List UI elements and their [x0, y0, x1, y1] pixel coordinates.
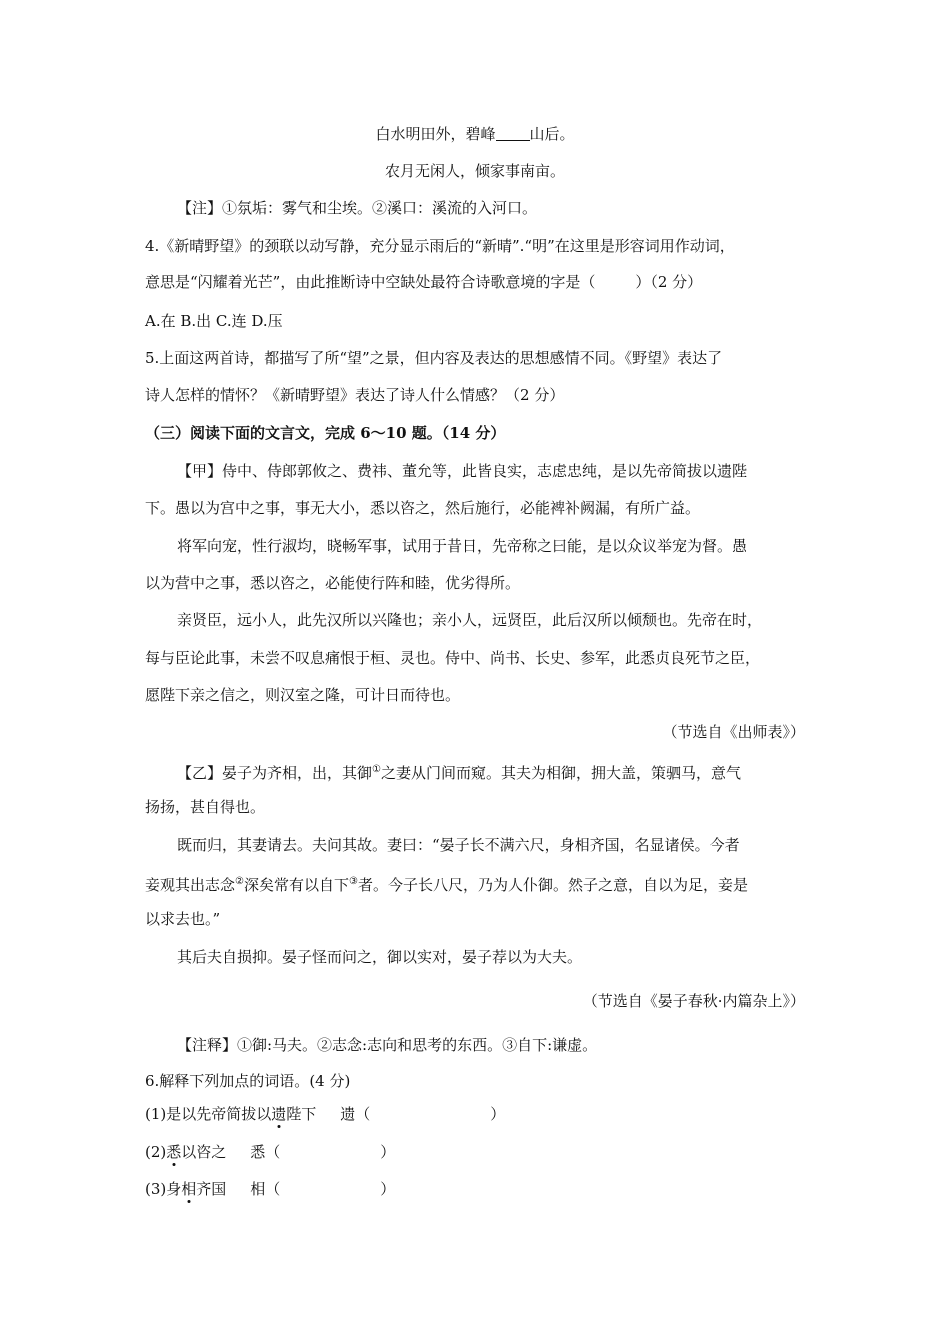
poem-note: 【注】①氛垢：雾气和尘埃。②溪口：溪流的入河口。	[177, 199, 538, 217]
q6-item-3-pre: (3)身	[145, 1180, 182, 1198]
yi-p2-line-1: 既而归，其妻请去。夫问其故。妻曰：“晏子长不满六尺，身相齐国，名显诸侯。今者	[177, 836, 740, 854]
yi-p1-line-2: 扬扬，甚自得也。	[145, 798, 266, 816]
q6-item-1	[145, 1104, 505, 1124]
jia-p3-line-2: 每与臣论此事，未尝不叹息痛恨于桓、灵也。侍中、尚书、长史、参军，此悉贞良死节之臣，	[145, 649, 761, 667]
q6-item-3-close: ）	[380, 1180, 396, 1198]
jia-p1-line-2: 下。愚以为宫中之事，事无大小，悉以咨之，然后施行，必能裨补阙漏，有所广益。	[145, 499, 701, 517]
yi-p3: 其后夫自损抑。晏子怪而问之，御以实对，晏子荐以为大夫。	[177, 948, 583, 966]
q4-line-1: 4.《新晴野望》的颈联以动写静，充分显示雨后的“新晴”.“明”在这里是形容词用作动词，	[145, 237, 735, 255]
q6-item-2-close: ）	[380, 1143, 396, 1161]
fill-in-blank	[496, 126, 530, 141]
section-3-heading: （三）阅读下面的文言文，完成 6～10 题。（14 分）	[145, 424, 506, 442]
yi-p2-line-2	[145, 872, 748, 895]
q6-item-2-answer-label: 悉（	[250, 1143, 281, 1161]
footnote-mark-2: ②	[235, 876, 244, 887]
jia-p3-line-3: 愿陛下亲之信之，则汉室之隆，可计日而待也。	[145, 686, 461, 704]
emphasis-dot-char: 相	[181, 1180, 197, 1198]
yi-p2-line-2-part-1: 妾观其出志念	[145, 876, 236, 894]
jia-p3-line-1: 亲贤臣，远小人，此先汉所以兴隆也；亲小人，远贤臣，此后汉所以倾颓也。先帝在时，	[177, 611, 763, 629]
q6-item-2-pre: (2)	[145, 1143, 167, 1161]
yi-p1-line-1-part-2: 之妻从门间而窥。其夫为相御，拥大盖，策驷马，意气	[380, 764, 741, 782]
footnote-mark-3: ③	[349, 876, 358, 887]
yi-note: 【注释】①御:马夫。②志念:志向和思考的东西。③自下:谦虚。	[177, 1036, 598, 1054]
yi-source: （节选自《晏子春秋·内篇杂上》）	[582, 992, 805, 1010]
emphasis-dot-char: 遗	[271, 1105, 287, 1123]
footnote-mark-1: ①	[372, 764, 381, 775]
yi-p1-line-1	[177, 760, 741, 783]
poem-line-2: 农月无闲人，倾家事南亩。	[384, 162, 565, 180]
q4-line-2	[145, 272, 702, 292]
q6-item-2	[145, 1142, 395, 1162]
jia-source: （节选自《出师表》）	[662, 723, 805, 741]
poem-line-1-part-b: 山后。	[529, 125, 575, 143]
yi-p2-line-3: 以求去也。”	[145, 910, 221, 928]
poem-line-1	[0, 124, 950, 144]
q6-item-3-post: 齐国	[196, 1180, 227, 1198]
jia-p2-line-1: 将军向宠，性行淑均，晓畅军事，试用于昔日，先帝称之曰能，是以众议举宠为督。愚	[177, 537, 748, 555]
jia-p2-line-2: 以为营中之事，悉以咨之，必能使行阵和睦，优劣得所。	[145, 574, 521, 592]
q6-item-1-answer-label: 遗（	[340, 1105, 371, 1123]
q5-line-2: 诗人怎样的情怀？《新晴野望》表达了诗人什么情感？（2 分）	[145, 386, 565, 404]
q4-line-2-part-b: ）（2 分）	[635, 273, 703, 291]
q4-line-2-part-a: 意思是“闪耀着光芒”，由此推断诗中空缺处最符合诗歌意境的字是（	[145, 273, 596, 291]
emphasis-dot-char: 悉	[166, 1143, 182, 1161]
q6-title: 6.解释下列加点的词语。(4 分)	[145, 1072, 351, 1090]
q6-item-1-post: 陛下	[286, 1105, 317, 1123]
jia-p1-line-1: 【甲】侍中、侍郎郭攸之、费祎、董允等，此皆良实，志虑忠纯，是以先帝简拔以遗陛	[177, 462, 748, 480]
poem-line-1-part-a: 白水明田外，碧峰	[375, 125, 496, 143]
q6-item-1-close: ）	[490, 1105, 506, 1123]
q6-item-2-post: 以咨之	[181, 1143, 227, 1161]
q5-line-1: 5.上面这两首诗，都描写了所“望”之景，但内容及表达的思想感情不同。《野望》表达了	[145, 349, 723, 367]
yi-p2-line-2-part-3: 者。今子长八尺，乃为人仆御。然子之意，自以为足，妾是	[357, 876, 748, 894]
q6-item-3-answer-label: 相（	[250, 1180, 281, 1198]
yi-p2-line-2-part-2: 深矣常有以自下	[243, 876, 349, 894]
q6-item-1-pre: (1)是以先帝简拔以	[145, 1105, 272, 1123]
q4-options: A.在 B.出 C.连 D.压	[145, 312, 283, 330]
q6-item-3	[145, 1179, 395, 1199]
yi-p1-line-1-part-1: 【乙】晏子为齐相，出，其御	[177, 764, 373, 782]
